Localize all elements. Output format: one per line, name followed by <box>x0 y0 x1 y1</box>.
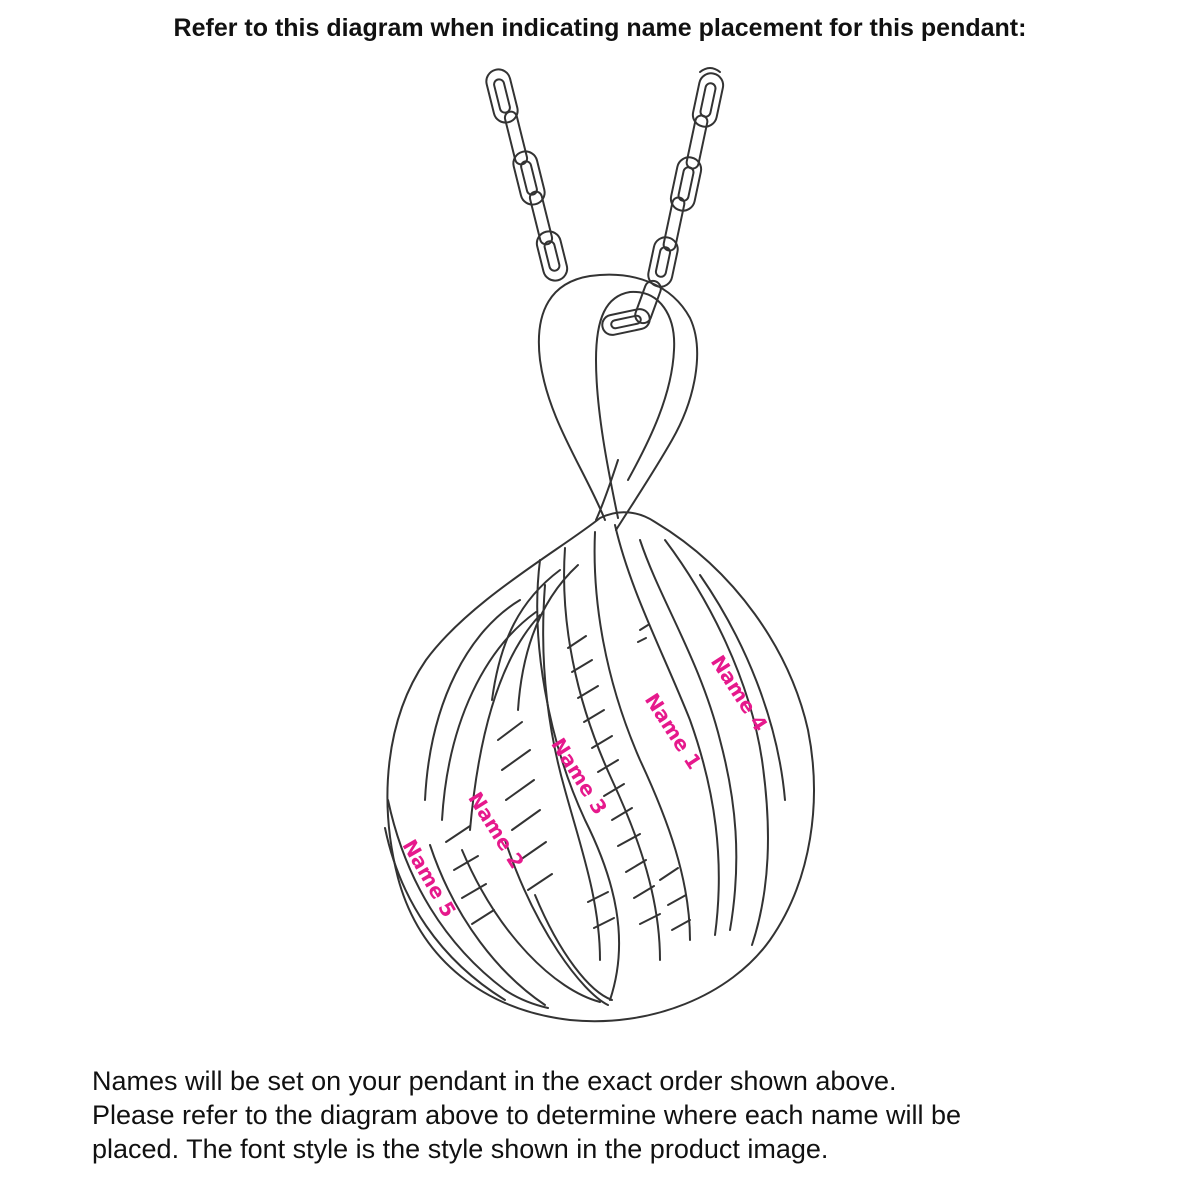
placement-label-name-5: Name 5 <box>397 835 462 922</box>
caption-line-1: Names will be set on your pendant in the exact order shown above. <box>92 1066 897 1096</box>
page-heading: Refer to this diagram when indicating name placement for this pendant: <box>173 14 1027 42</box>
pendant-outline <box>387 512 813 1021</box>
caption-line-2: Please refer to the diagram above to determine where each name will be <box>92 1100 961 1130</box>
placement-label-name-2: Name 2 <box>463 787 530 873</box>
left-chain <box>484 67 570 283</box>
instructions-caption <box>92 1064 1152 1166</box>
placement-label-name-1: Name 1 <box>639 688 707 774</box>
placement-label-name-4: Name 4 <box>705 650 773 736</box>
caption-line-3: placed. The font style is the style shown in the product image. <box>92 1134 829 1164</box>
placement-label-name-3: Name 3 <box>546 733 613 819</box>
